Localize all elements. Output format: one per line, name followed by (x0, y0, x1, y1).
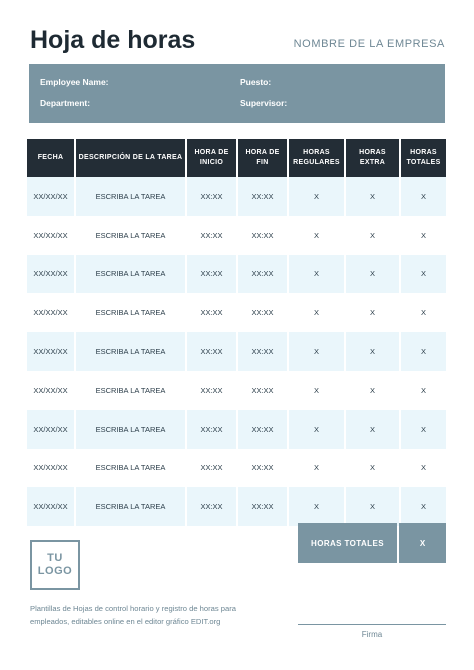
start-time-cell[interactable]: XX:XX (186, 487, 237, 526)
signature-line (298, 624, 446, 625)
total-hours-cell[interactable]: X (400, 487, 446, 526)
task-cell[interactable]: ESCRIBA LA TAREA (75, 487, 186, 526)
end-time-cell[interactable]: XX:XX (237, 449, 288, 488)
start-time-cell[interactable]: XX:XX (186, 177, 237, 216)
table-row (27, 177, 446, 216)
date-cell[interactable]: XX/XX/XX (27, 449, 75, 488)
extra-hours-cell[interactable]: X (345, 449, 400, 488)
regular-hours-cell[interactable]: X (288, 177, 345, 216)
date-cell[interactable]: XX/XX/XX (27, 177, 75, 216)
table-row (27, 371, 446, 410)
column-header-hora-fin: HORA DE FIN (237, 139, 288, 177)
date-cell[interactable]: XX/XX/XX (27, 255, 75, 294)
date-cell[interactable]: XX/XX/XX (27, 216, 75, 255)
extra-hours-cell[interactable]: X (345, 255, 400, 294)
regular-hours-cell[interactable]: X (288, 216, 345, 255)
regular-hours-cell[interactable]: X (288, 293, 345, 332)
total-hours-cell[interactable]: X (400, 410, 446, 449)
footer-note-line2: empleados, editables online en el editor gráfico EDIT.org (30, 617, 221, 626)
start-time-cell[interactable]: XX:XX (186, 449, 237, 488)
date-cell[interactable]: XX/XX/XX (27, 371, 75, 410)
date-cell[interactable]: XX/XX/XX (27, 293, 75, 332)
date-cell[interactable]: XX/XX/XX (27, 487, 75, 526)
start-time-cell[interactable]: XX:XX (186, 255, 237, 294)
table-row (27, 449, 446, 488)
start-time-cell[interactable]: XX:XX (186, 371, 237, 410)
extra-hours-cell[interactable]: X (345, 410, 400, 449)
total-hours-cell[interactable]: X (420, 463, 426, 473)
column-header-descripcion: DESCRIPCIÓN DE LA TAREA (75, 139, 186, 177)
logo-placeholder (30, 540, 80, 590)
column-header-hora-inicio: HORA DE INICIO (186, 139, 237, 177)
total-hours-cell[interactable]: X (400, 255, 446, 294)
column-header-fecha: FECHA (27, 139, 75, 177)
task-cell[interactable]: ESCRIBA LA TAREA (75, 177, 186, 216)
extra-hours-cell[interactable]: X (345, 371, 400, 410)
task-cell[interactable]: ESCRIBA LA TAREA (75, 449, 186, 488)
table-header-row (27, 139, 446, 177)
table-row (27, 293, 446, 332)
total-hours-cell[interactable]: X (400, 332, 446, 371)
employee-info-box (29, 64, 445, 123)
total-hours-cell[interactable]: X (400, 177, 446, 216)
end-time-cell[interactable]: XX:XX (237, 177, 288, 216)
footer-note-line1: Plantillas de Hojas de control horario y registro de horas para (30, 604, 236, 613)
end-time-cell[interactable]: XX:XX (237, 487, 288, 526)
company-name: NOMBRE DE LA EMPRESA (293, 38, 445, 50)
logo-text-line2: LOGO (37, 565, 73, 577)
start-time-cell[interactable]: XX:XX (186, 293, 237, 332)
regular-hours-cell[interactable]: X (288, 255, 345, 294)
date-cell[interactable]: XX/XX/XX (27, 332, 75, 371)
start-time-cell[interactable]: XX:XX (186, 332, 237, 371)
page-title: Hoja de horas (30, 26, 196, 54)
end-time-cell[interactable]: XX:XX (237, 255, 288, 294)
extra-hours-cell[interactable]: X (345, 216, 400, 255)
regular-hours-cell[interactable]: X (288, 410, 345, 449)
regular-hours-cell[interactable]: X (288, 332, 345, 371)
total-hours-value[interactable]: X (399, 523, 446, 563)
table-row (27, 487, 446, 526)
table-row (27, 332, 446, 371)
task-cell[interactable]: ESCRIBA LA TAREA (75, 332, 186, 371)
total-hours-label: HORAS TOTALES (298, 523, 397, 563)
regular-hours-cell[interactable]: X (288, 449, 345, 488)
task-cell[interactable]: ESCRIBA LA TAREA (75, 293, 186, 332)
extra-hours-cell[interactable]: X (345, 293, 400, 332)
start-time-cell[interactable]: XX:XX (186, 216, 237, 255)
end-time-cell[interactable]: XX:XX (237, 332, 288, 371)
end-time-cell[interactable]: XX:XX (237, 293, 288, 332)
extra-hours-cell[interactable]: X (345, 177, 400, 216)
regular-hours-cell[interactable]: X (288, 487, 345, 526)
employee-name-label: Employee Name: (40, 77, 109, 87)
total-hours-cell[interactable]: X (420, 308, 426, 318)
supervisor-label: Supervisor: (240, 98, 288, 108)
column-header-horas-regulares: HORAS REGULARES (288, 139, 345, 177)
total-hours-cell[interactable]: X (420, 385, 426, 395)
regular-hours-cell[interactable]: X (288, 371, 345, 410)
task-cell[interactable]: ESCRIBA LA TAREA (75, 216, 186, 255)
end-time-cell[interactable]: XX:XX (237, 216, 288, 255)
task-cell[interactable]: ESCRIBA LA TAREA (75, 371, 186, 410)
table-row (27, 216, 446, 255)
logo-text-line1: TU (47, 552, 63, 564)
extra-hours-cell[interactable]: X (345, 487, 400, 526)
task-cell[interactable]: ESCRIBA LA TAREA (75, 410, 186, 449)
table-row (27, 410, 446, 449)
footer-note (30, 602, 290, 628)
timesheet-table (27, 139, 446, 526)
task-cell[interactable]: ESCRIBA LA TAREA (75, 255, 186, 294)
start-time-cell[interactable]: XX:XX (186, 410, 237, 449)
date-cell[interactable]: XX/XX/XX (27, 410, 75, 449)
end-time-cell[interactable]: XX:XX (237, 371, 288, 410)
totals-box (298, 523, 446, 563)
signature-label: Firma (361, 630, 383, 639)
end-time-cell[interactable]: XX:XX (237, 410, 288, 449)
table-row (27, 255, 446, 294)
puesto-label: Puesto: (240, 77, 272, 87)
department-label: Department: (40, 98, 91, 108)
extra-hours-cell[interactable]: X (345, 332, 400, 371)
column-header-horas-extra: HORAS EXTRA (345, 139, 400, 177)
column-header-horas-totales: HORAS TOTALES (400, 139, 446, 177)
total-hours-cell[interactable]: X (420, 230, 426, 240)
